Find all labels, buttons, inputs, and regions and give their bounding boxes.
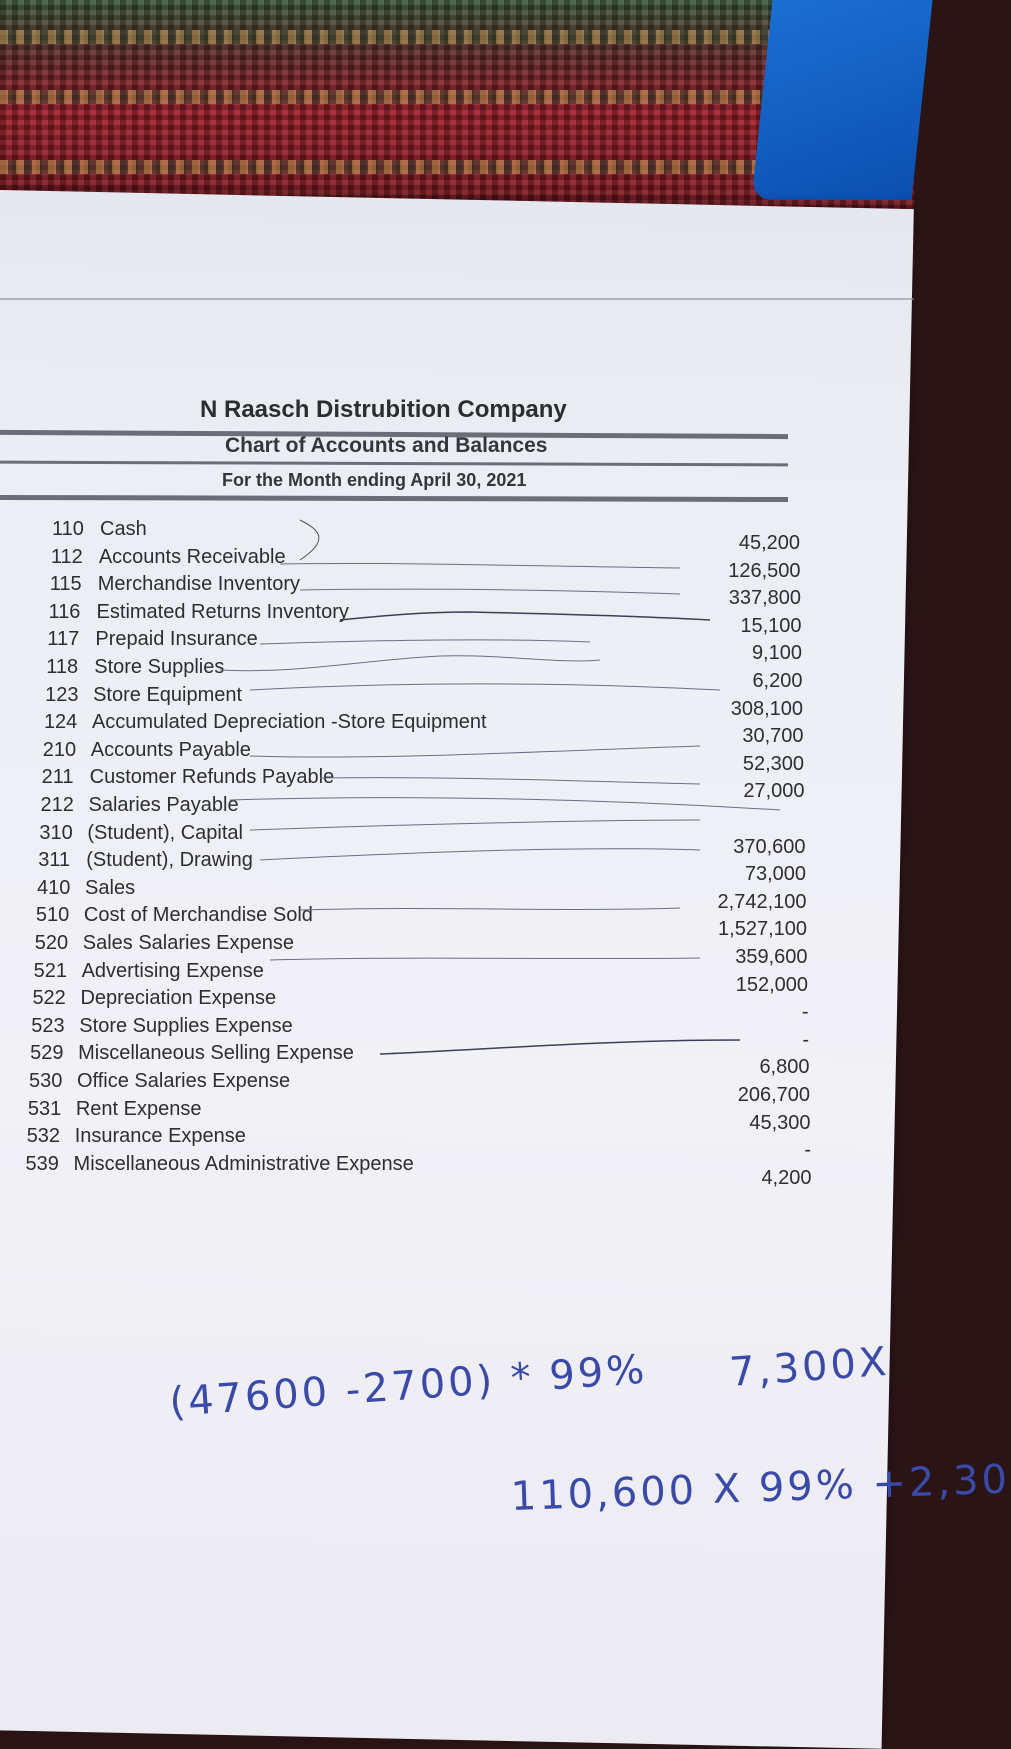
account-code: 311: [38, 849, 71, 872]
account-code: 210: [42, 738, 77, 761]
account-code: 115: [49, 573, 82, 596]
account-balance: 359,600: [735, 946, 808, 968]
account-name: Miscellaneous Administrative Expense: [73, 1152, 414, 1175]
account-code: 520: [34, 932, 69, 954]
account-balance: -: [804, 1139, 811, 1162]
account-code: 118: [46, 656, 79, 678]
account-balance: 15,100: [740, 614, 802, 637]
company-name: N Raasch Distrubition Company: [200, 396, 567, 423]
account-code: 110: [52, 518, 84, 540]
account-code: 212: [40, 794, 74, 816]
account-name: Insurance Expense: [74, 1125, 246, 1148]
account-balance: 152,000: [735, 973, 808, 996]
blue-object: [751, 0, 932, 200]
account-code: 531: [27, 1097, 62, 1120]
account-balance: 4,200: [761, 1166, 812, 1189]
account-row: [47, 628, 257, 651]
account-balance: 27,000: [743, 780, 805, 803]
account-row: [37, 877, 135, 900]
account-row: [43, 739, 251, 762]
account-code: 117: [47, 628, 80, 651]
account-code: 123: [45, 683, 79, 706]
account-row: [38, 849, 253, 872]
header-rule: [0, 495, 788, 502]
account-code: 510: [35, 904, 70, 927]
account-row: [27, 1125, 246, 1148]
account-row: [30, 1042, 354, 1065]
account-code: 529: [30, 1042, 64, 1065]
account-code: 523: [31, 1014, 65, 1037]
account-row: [26, 1153, 414, 1176]
account-name: Sales: [85, 876, 136, 899]
account-row: [35, 932, 294, 955]
account-name: Office Salaries Expense: [77, 1070, 291, 1092]
account-name: Sales Salaries Expense: [82, 932, 294, 954]
account-name: Customer Refunds Payable: [89, 766, 335, 789]
account-code: 116: [48, 600, 81, 623]
account-code: 410: [37, 876, 71, 899]
account-balance: 206,700: [737, 1084, 810, 1106]
account-name: Cost of Merchandise Sold: [83, 904, 313, 927]
account-balance: 308,100: [730, 697, 803, 720]
account-code: 532: [26, 1125, 61, 1148]
account-row: [49, 601, 349, 624]
account-balance: 45,300: [749, 1111, 811, 1134]
account-name: Accumulated Depreciation -Store Equipment: [91, 711, 487, 734]
account-code: 310: [39, 821, 73, 844]
account-row: [31, 1015, 292, 1038]
account-balance: 370,600: [733, 835, 806, 858]
paper-fold-line: [0, 298, 914, 300]
account-balance: 73,000: [744, 863, 806, 886]
account-name: Store Equipment: [93, 683, 243, 706]
account-balance: 45,200: [738, 532, 800, 554]
account-name: Estimated Returns Inventory: [96, 600, 349, 623]
handwritten-note-1-right: 7,300X: [728, 1338, 891, 1396]
account-row: [52, 518, 147, 541]
account-name: (Student), Drawing: [86, 849, 253, 872]
account-code: 530: [29, 1070, 63, 1092]
account-name: Salaries Payable: [88, 794, 239, 816]
document-period: For the Month ending April 30, 2021: [222, 470, 527, 490]
account-code: 124: [43, 711, 78, 734]
account-row: [46, 656, 224, 679]
account-balance: -: [802, 1028, 809, 1051]
account-balance: -: [801, 1001, 809, 1024]
account-balance: 337,800: [728, 587, 801, 610]
account-name: Store Supplies Expense: [79, 1014, 293, 1037]
account-row: [44, 711, 487, 734]
header-rule: [0, 461, 788, 467]
account-name: Accounts Payable: [90, 738, 251, 761]
document: [0, 396, 1011, 1706]
handwritten-note-1: (47600 -2700) * 99%: [168, 1346, 649, 1426]
account-row: [50, 573, 300, 596]
account-row: [51, 546, 286, 569]
account-name: Store Supplies: [94, 656, 225, 678]
account-row: [45, 684, 242, 707]
account-name: Miscellaneous Selling Expense: [78, 1042, 354, 1065]
account-balance: 52,300: [742, 752, 804, 775]
account-code: 539: [25, 1152, 59, 1175]
account-name: Prepaid Insurance: [95, 628, 258, 651]
account-name: Cash: [100, 518, 147, 540]
account-row: [41, 794, 239, 817]
account-row: [29, 1070, 290, 1093]
account-row: [39, 822, 243, 845]
account-name: Merchandise Inventory: [97, 573, 301, 596]
account-name: Advertising Expense: [81, 959, 264, 982]
account-code: 112: [50, 545, 83, 568]
account-code: 521: [33, 959, 67, 982]
account-balance: 126,500: [728, 559, 801, 582]
account-row: [32, 987, 276, 1010]
account-row: [36, 904, 313, 927]
account-balance: 2,742,100: [717, 890, 807, 913]
account-name: Accounts Receivable: [98, 545, 286, 568]
account-balance: 9,100: [751, 642, 802, 665]
account-row: [34, 960, 264, 983]
account-balance: 1,527,100: [718, 918, 807, 941]
account-balance: 6,200: [752, 670, 803, 692]
account-code: 211: [41, 766, 74, 789]
account-row: [28, 1098, 202, 1121]
handwritten-note-2: 110,600 X 99% +2,30: [510, 1456, 1011, 1520]
account-code: 522: [32, 987, 66, 1010]
document-title: Chart of Accounts and Balances: [225, 434, 548, 457]
account-row: [42, 766, 335, 789]
account-balance: 6,800: [759, 1056, 810, 1079]
account-balance: 30,700: [742, 725, 804, 748]
account-name: (Student), Capital: [87, 821, 243, 844]
account-name: Rent Expense: [75, 1097, 202, 1120]
account-name: Depreciation Expense: [80, 987, 277, 1010]
